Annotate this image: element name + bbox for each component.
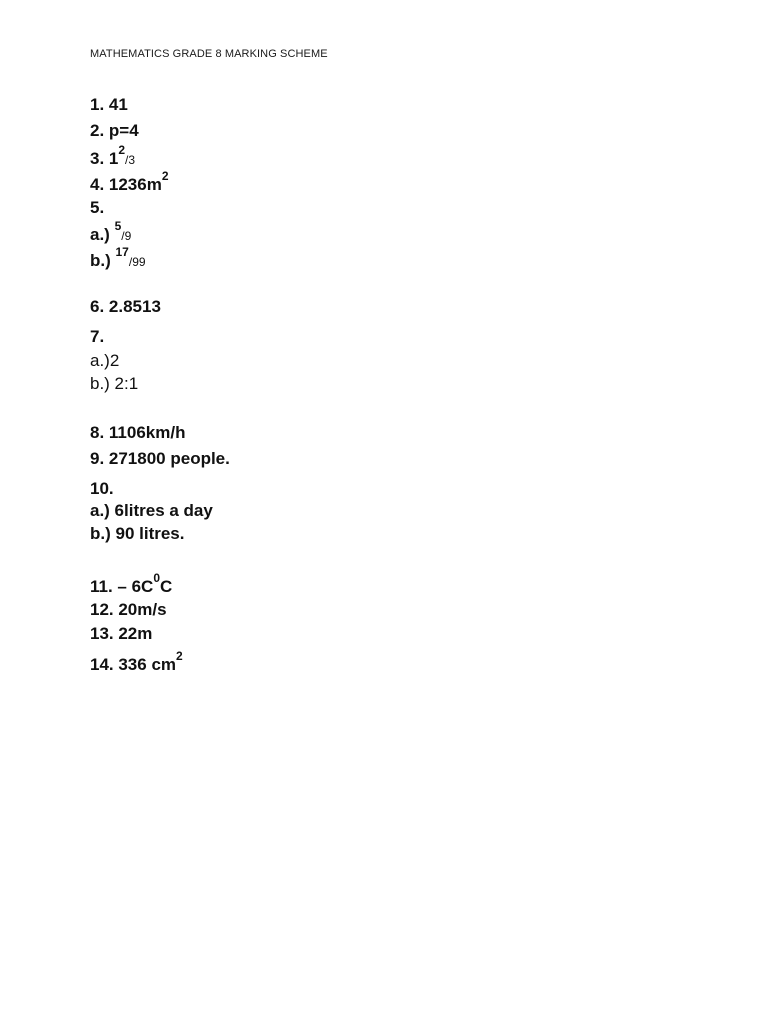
answer-5a-denominator: /9 — [121, 229, 132, 243]
answer-14-superscript: 2 — [176, 649, 183, 664]
answer-4-superscript: 2 — [161, 169, 169, 184]
document-header: MATHEMATICS GRADE 8 MARKING SCHEME — [90, 48, 328, 60]
answer-5: 5. — [90, 198, 105, 217]
answer-9: 9. 271800 people. — [90, 449, 230, 468]
answer-7a: a.)2 — [90, 351, 120, 370]
answer-2: 2. p=4 — [90, 121, 139, 140]
answer-14 — [90, 649, 183, 675]
answer-10: 10. — [90, 479, 114, 498]
answer-10b: b.) 90 litres. — [90, 524, 185, 543]
answer-13: 13. 22m — [90, 624, 153, 643]
answer-14-prefix: 14. 336 cm — [90, 655, 177, 674]
answer-8: 8. 1106km/h — [90, 423, 186, 442]
answer-4 — [90, 169, 169, 195]
answer-3-numerator: 2 — [118, 143, 126, 158]
answer-5a — [90, 219, 132, 246]
answer-11 — [90, 571, 173, 597]
answer-1: 1. 41 — [90, 95, 128, 114]
answer-5b-prefix: b.) — [90, 251, 116, 270]
answer-7: 7. — [90, 327, 105, 346]
answer-3 — [90, 143, 136, 170]
answer-3-prefix: 3. 1 — [90, 149, 119, 168]
answer-5b-denominator: /99 — [128, 255, 146, 269]
answer-12: 12. 20m/s — [90, 600, 167, 619]
answer-10a: a.) 6litres a day — [90, 501, 213, 520]
answer-5a-prefix: a.) — [90, 225, 115, 244]
answer-11-suffix: C — [160, 577, 173, 596]
answer-11-prefix: 11. – 6C — [90, 577, 154, 596]
answer-5b-numerator: 17 — [115, 245, 129, 260]
answer-5b — [90, 245, 146, 272]
answer-5a-numerator: 5 — [114, 219, 122, 234]
answer-6: 6. 2.8513 — [90, 297, 161, 316]
answer-7b: b.) 2:1 — [90, 374, 139, 393]
answer-3-denominator: /3 — [125, 153, 136, 167]
answer-4-prefix: 4. 1236m — [90, 175, 162, 194]
answer-11-superscript: 0 — [153, 571, 161, 586]
